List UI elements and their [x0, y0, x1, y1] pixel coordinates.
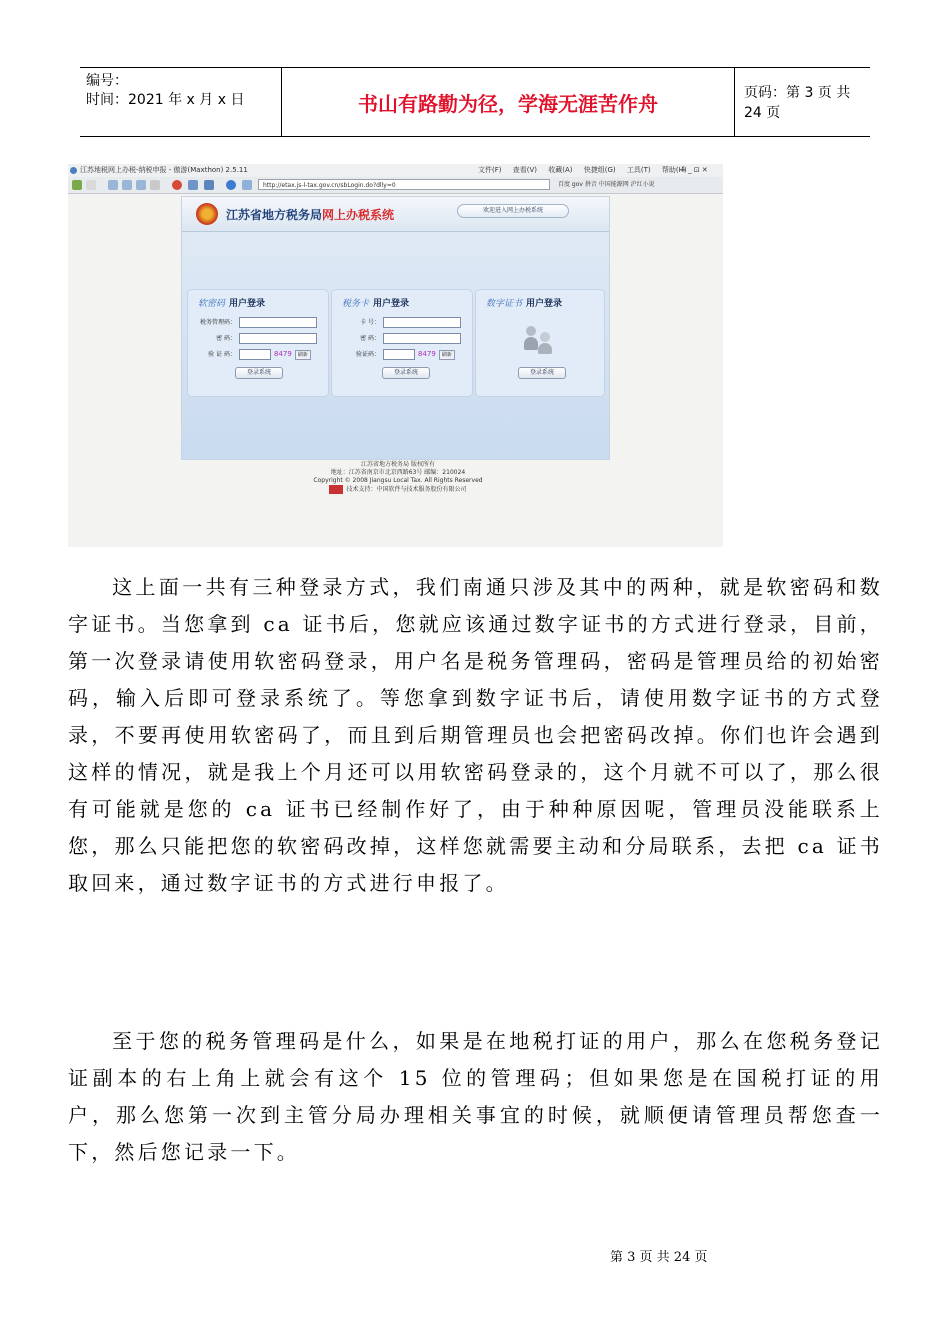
captcha-code: 8479: [274, 350, 292, 358]
login-button: 登录系统: [235, 367, 283, 379]
new-tab-icon: [86, 180, 96, 190]
soft-password-panel: [187, 289, 329, 397]
window-buttons: ≚ _ ⊡ ✕: [680, 166, 708, 174]
menu-item: 快捷组(G): [583, 166, 616, 174]
login-screenshot: [68, 164, 723, 547]
captcha-field: [239, 349, 271, 360]
header-page-label: 页码：第 3 页 共 24 页: [744, 85, 851, 121]
card-number-field: [383, 317, 461, 328]
panel-heading: 软密码 用户登录: [198, 299, 266, 309]
tax-emblem-icon: [196, 203, 218, 225]
menu-item: 查看(V): [512, 166, 537, 174]
panel-heading: 税务卡 用户登录: [342, 299, 410, 309]
form-row: 卡 号：: [338, 317, 461, 328]
paragraph: 这上面一共有三种登录方式，我们南通只涉及其中的两种，就是软密码和数字证书。当您拿到 ca 证书后，您就应该通过数字证书的方式进行登录，目前，第一次登录请使用软密码登录，用户名是税务管理码，密码是管理员给的初始密码，输入后即可登录系统了。等您拿到数字证书后，请使用数字证书的方式登录，不要再使用软密码了，而且到后期管理员也会把密码改掉。你们也许会遇到这样的情况，就是我上个月还可以用软密码登录的，这个月就不可以了，那么很有可能就是您的 ca 证书已经制作好了，由于种种原因呢，管理员没能联系上您，那么只能把您的软密码改掉，这样您就需要主动和分局联系，去把 ca 证书取回来，通过数字证书的方式进行申报了。: [68, 575, 883, 895]
menu-item: 收藏(A): [548, 166, 573, 174]
user-avatar-icon: [524, 326, 538, 352]
browser-toolbar: [68, 177, 723, 194]
support-logo-icon: [329, 485, 343, 494]
menu-item: 帮助(H): [661, 166, 687, 174]
menu-item: 文件(F): [478, 166, 502, 174]
footer-copyright-en: Copyright © 2008 Jiangsu Local Tax. All Rights Reserved: [313, 477, 483, 484]
paragraph: 至于您的税务管理码是什么，如果是在地税打证的用户，那么在您税务登记证副本的右上角上就会有这个 15 位的管理码；但如果您是在国税打证的用户，那么您第一次到主管分局办理相关事宜的时候，就顺便请管理员帮您查一下，然后您记录一下。: [68, 1029, 883, 1164]
login-button: 登录系统: [518, 367, 566, 379]
refresh-icon: [188, 180, 198, 190]
forward-icon: [122, 180, 132, 190]
tax-card-panel: [331, 289, 473, 397]
serial-label: 编号：: [86, 73, 128, 89]
header-meta-cell: [80, 68, 282, 136]
header-motto: 书山有路勤为径，学海无涯苦作舟: [282, 68, 735, 136]
welcome-button: 欢迎进入网上办税系统: [457, 204, 569, 218]
page-footer: 第 3 页 共 24 页: [610, 1250, 708, 1265]
stop-icon: [150, 180, 160, 190]
up-icon: [136, 180, 146, 190]
password-field: [239, 333, 317, 344]
refresh-button: 刷新: [295, 350, 311, 360]
browser-menu: [478, 164, 696, 177]
favorites-bar: 百度 gov 拼音 中国能源网 沪红小说: [558, 181, 655, 188]
digital-certificate-panel: [475, 289, 605, 397]
back-icon: [108, 180, 118, 190]
address-bar: http://etax.js-l-tax.gov.cn/sbLogin.do?dlly=0: [258, 179, 550, 190]
form-row: 密 码：: [338, 333, 461, 344]
refresh-button: 刷新: [439, 350, 455, 360]
history-icon: [204, 180, 214, 190]
home-icon: [72, 180, 82, 190]
browser-titlebar: [68, 164, 723, 177]
time-label: 时间：2021 年 x 月 x 日: [86, 92, 245, 108]
close-tab-icon: [172, 180, 182, 190]
form-row: 税务管理码：: [194, 317, 317, 328]
clock-icon: [226, 180, 236, 190]
site-footer: [298, 461, 498, 494]
site-title: 江苏省地方税务局网上办税系统: [226, 208, 395, 222]
menu-item: 工具(T): [626, 166, 651, 174]
user-avatar-icon: [538, 332, 552, 354]
panel-heading: 数字证书 用户登录: [486, 299, 563, 309]
footer-support: 技术支持：中国软件与技术服务股份有限公司: [298, 485, 498, 494]
footer-address: 地址：江苏省南京市北京西路63号 邮编：210024: [330, 469, 466, 476]
tax-login-page: [181, 196, 610, 460]
captcha-code: 8479: [418, 350, 436, 358]
login-button: 登录系统: [382, 367, 430, 379]
page-icon: [242, 180, 252, 190]
tax-code-field: [239, 317, 317, 328]
form-row: 验证码： 8479 刷新: [338, 349, 455, 360]
captcha-field: [383, 349, 415, 360]
password-field: [383, 333, 461, 344]
document-header: [80, 67, 870, 137]
window-title: 江苏地税网上办税-纳税申报 - 傲游(Maxthon) 2.5.11: [80, 166, 248, 174]
form-row: 密 码：: [194, 333, 317, 344]
footer-copyright: 江苏省地方税务局 版权所有: [361, 461, 435, 468]
form-row: 验 证 码： 8479 刷新: [194, 349, 311, 360]
browser-icon: [70, 167, 77, 174]
site-banner: [182, 197, 609, 232]
